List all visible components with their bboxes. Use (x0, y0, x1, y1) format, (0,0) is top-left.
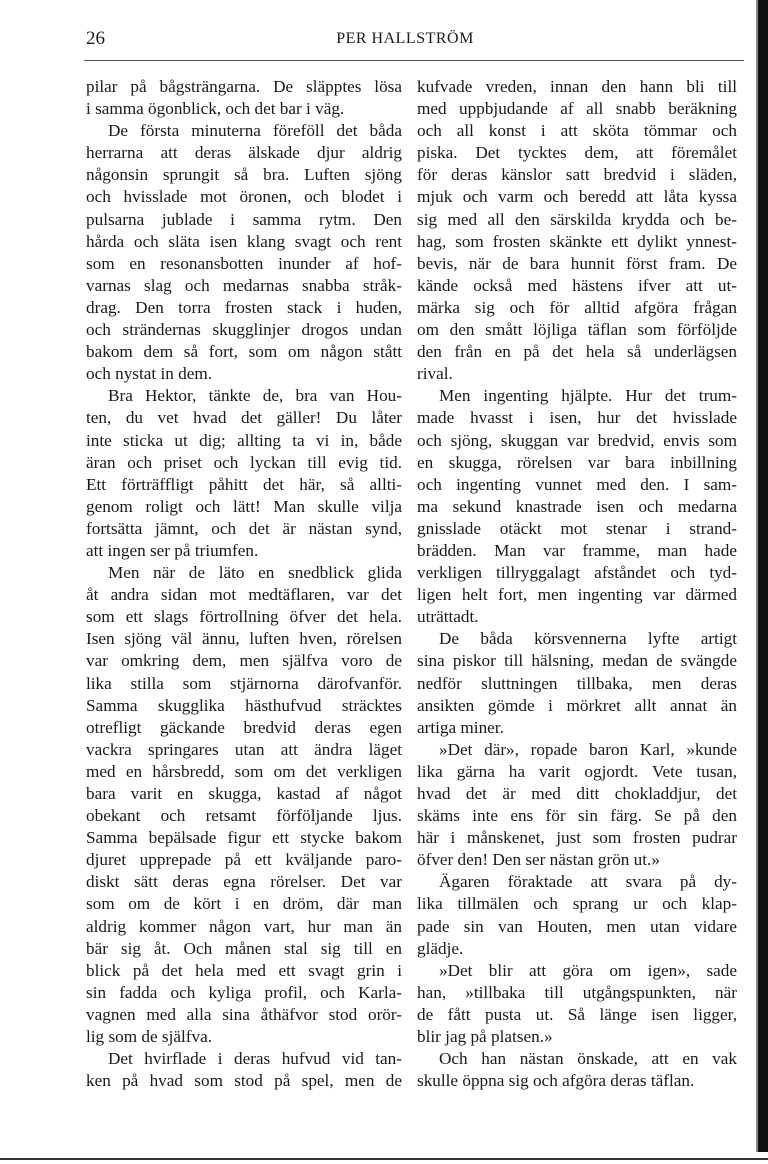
text-line: för deras känslor satt bredvid i släden, (417, 165, 737, 185)
text-line: blick på det hela med ett svagt grin i (86, 960, 402, 980)
text-line: och hvisslade mot öronen, och blodet i (86, 187, 402, 207)
text-line: vackra springares utan att ändra läget (86, 739, 402, 759)
paragraph (417, 871, 737, 959)
text-line: glädje. (417, 938, 464, 958)
text-line: De båda körsvennerna lyfte artigt (439, 629, 737, 649)
text-line: gnisslade otäckt mot stenar i strand- (417, 518, 737, 538)
text-line: sig med all den särskilda krydda och be- (417, 209, 737, 229)
text-line: här i månskenet, just som frosten pudrar (417, 828, 737, 848)
text-line: någonsin sprungit så bra. Luften sjöng (86, 165, 402, 185)
text-line: brädden. Man var framme, man hade (417, 540, 737, 560)
text-line: uträttadt. (417, 607, 479, 627)
text-line: bara varit en skugga, kastad af något (86, 784, 402, 803)
text-line: mjuk och varm och beredd att låta kyssa (417, 187, 737, 207)
text-line: sina piskor till hälsning, medan de svängde (417, 651, 737, 671)
text-column-left (86, 76, 402, 1092)
scan-bottom-edge (0, 1158, 768, 1160)
text-line: rival. (417, 364, 453, 384)
text-line: vagnen med alla sina åthäfvor stod orör- (86, 1004, 402, 1024)
text-line: äran och priset och lyckan till evig tid. (86, 452, 402, 472)
paragraph (86, 385, 402, 562)
text-line: märka sig och för alltid afgöra frågan (417, 297, 737, 317)
text-line: om den smått löjliga täflan som förföljde (417, 320, 737, 340)
text-line: De första minuterna föreföll det båda (108, 121, 402, 141)
text-line: bevis, när de bara hunnit först fram. De (417, 253, 737, 273)
text-line: drag. Den torra frosten stack i huden, (86, 297, 402, 317)
text-line: med en hårsbredd, som om det verkligen (86, 761, 402, 781)
text-line: ligen helt fort, men ingenting var därmed (417, 585, 737, 605)
text-line: den från en på det hela så underlägsen (417, 342, 737, 362)
text-line: de fått pusta ut. Så länge isen ligger, (417, 1004, 737, 1024)
text-line: fortsätta jämnt, och det är nästan synd, (86, 518, 402, 538)
text-line: sin fadda och kyliga profil, och Karla- (86, 982, 402, 1002)
paragraph (417, 76, 737, 385)
text-line: nedför sluttningen tillbaka, men deras (417, 673, 737, 693)
text-line: att ingen ser på triumfen. (86, 540, 259, 560)
scan-edge (758, 0, 768, 1152)
text-line: kufvade vreden, innan den hann bli till (417, 77, 737, 96)
paragraph (417, 739, 737, 872)
text-line: var omkring dem, men själfva voro de (86, 651, 402, 671)
text-line: som ett slags förtrollning öfver det hela. (86, 607, 402, 627)
text-line: made hvasst i isen, hur det hvisslade (417, 408, 737, 428)
text-line: öfver den! Den ser nästan grön ut.» (417, 850, 660, 870)
running-head: PER HALLSTRÖM (336, 30, 474, 47)
text-line: varnas slag och medarnas snabba stråk- (86, 275, 402, 295)
text-line: obekant och retsamt förföljande ljus. (86, 806, 402, 826)
paragraph (86, 1048, 402, 1092)
text-line: genom roligt och lätt! Man skulle vilja (86, 496, 402, 516)
text-line: Det hvirflade i deras hufvud vid tan- (108, 1049, 402, 1069)
text-line: ten, du vet hvad det gäller! Du låter (86, 408, 402, 428)
text-line: Men ingenting hjälpte. Hur det trum- (439, 386, 737, 406)
text-line: pade sin van Houten, men utan vidare (417, 916, 737, 936)
text-line: lika gärna ha varit ogjordt. Vete tusan, (417, 761, 737, 781)
text-line: som om de kört i en dröm, där man (86, 894, 402, 914)
paragraph (86, 120, 402, 385)
text-line: skäms inte ens för sin färg. Se på den (417, 806, 737, 826)
text-line: lika tillmälen och sprang ur och klap- (417, 894, 737, 914)
text-line: ansikten gömde i mörkret allt annat än (417, 695, 737, 715)
text-line: Isen sjöng väl ännu, luften hven, rörelsen (86, 629, 402, 649)
text-line: »Det där», ropade baron Karl, »kunde (439, 739, 737, 759)
text-line: en skugga, rörelsen var bara inbillning (417, 452, 737, 472)
text-line: Ägaren föraktade att svara på dy- (439, 872, 737, 892)
paragraph (86, 562, 402, 1048)
text-line: och ingenting vunnet med den. I sam- (417, 474, 737, 494)
text-line: Och han nästan önskade, att en vak (439, 1049, 737, 1069)
text-line: Men när de läto en snedblick glida (108, 563, 402, 583)
header-rule (84, 60, 744, 61)
text-line: och nystat in dem. (86, 364, 213, 384)
text-line: aldrig kommer någon vart, hur man än (86, 916, 402, 936)
text-line: i samma ögonblick, och det bar i väg. (86, 99, 345, 119)
text-line: han, »tillbaka till utgångspunkten, när (417, 982, 737, 1002)
text-line: Samma skugglika hästhufvud sträcktes (86, 695, 402, 715)
paragraph (417, 960, 737, 1048)
paragraph (417, 1048, 737, 1092)
text-line: diskt sätt deras egna rörelser. Det var (86, 872, 402, 892)
text-line: Bra Hektor, tänkte de, bra van Hou- (108, 386, 402, 406)
text-line: ma sekund knastrade isen och medarna (417, 496, 737, 516)
text-line: hårda och släta isen klang svagt och rent (86, 231, 402, 251)
text-line: och strändernas skugglinjer drogos undan (86, 320, 402, 340)
text-column-right (417, 76, 737, 1092)
text-line: bakom dem så fort, som om någon stått (86, 342, 402, 362)
text-line: Ett förträffligt påhitt det här, så allti- (86, 474, 402, 494)
scan-edge-shadow (756, 0, 758, 1152)
text-line: pilar på bågsträngarna. De släpptes lösa (86, 77, 402, 96)
text-line: hvad det är med ditt chokladdjur, det (417, 784, 737, 803)
text-line: och all konst i att sköta tömmar och (417, 121, 737, 141)
text-line: herrarna att deras älskade djur aldrig (86, 143, 402, 163)
text-line: djuret upprepade på ett kväljande paro- (86, 850, 402, 870)
text-line: artiga miner. (417, 717, 504, 737)
text-line: och sjöng, skuggan var bredvid, envis som (417, 430, 737, 450)
text-line: hag, som frosten skänkte ett dylikt ynnest- (417, 231, 737, 251)
text-line: blir jag på platsen.» (417, 1027, 553, 1047)
text-line: piska. Det tycktes dem, att föremålet (417, 143, 737, 163)
text-line: bär sig åt. Och månen stal sig till en (86, 938, 402, 958)
page-number: 26 (86, 28, 105, 49)
paragraph (417, 628, 737, 738)
paragraph (86, 76, 402, 120)
text-line: lig som de själfva. (86, 1027, 213, 1047)
text-line: Samma bepälsade figur ett stycke bakom (86, 828, 402, 848)
text-line: lika stilla som stjärnorna därofvanför. (86, 673, 402, 693)
paragraph (417, 385, 737, 628)
text-line: kände också med hästens ifver att ut- (417, 275, 737, 295)
text-line: med uppbjudande af all snabb beräkning (417, 99, 737, 119)
text-line: verkligen tillryggalagt afståndet och tyd- (417, 563, 737, 583)
text-line: ken på hvad som stod på spel, men de (86, 1071, 402, 1091)
text-line: skulle öppna sig och afgöra deras täflan. (417, 1071, 695, 1091)
text-line: otrefligt gäckande bredvid deras egen (86, 717, 402, 737)
text-line: »Det blir att göra om igen», sade (439, 960, 737, 980)
text-line: inte sticka ut dig; allting ta vi in, både (86, 430, 402, 450)
text-line: pulsarna jublade i samma rytm. Den (86, 209, 402, 229)
text-line: som en resonansbotten inunder af hof- (86, 253, 402, 273)
text-line: åt andra sidan mot medtäflaren, var det (86, 585, 402, 605)
